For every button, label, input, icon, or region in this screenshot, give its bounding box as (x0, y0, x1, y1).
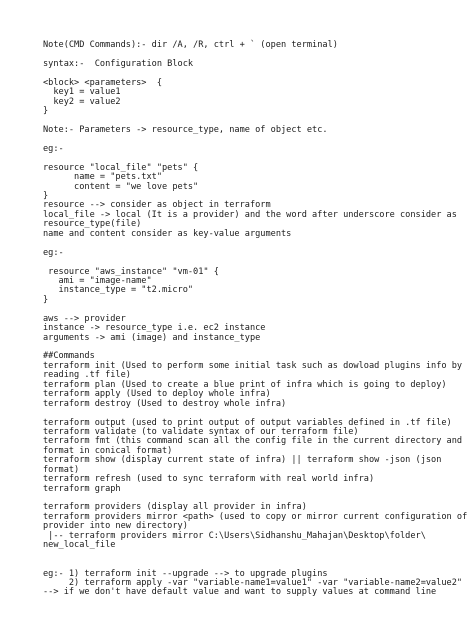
document-line: syntax:- Configuration Block (43, 58, 194, 69)
document-line (43, 135, 454, 144)
document-line: terraform apply (Used to deploy whole infra) (43, 389, 271, 400)
document-line: key2 = value2 (43, 96, 121, 107)
document-line: ami = "image-name" (43, 275, 152, 286)
document-line (43, 551, 454, 560)
document-line: eg:- (43, 143, 64, 154)
document-line: terraform refresh (used to sync terraform with real world infra) (43, 474, 375, 485)
document-line: instance_type = "t2.micro" (43, 285, 194, 296)
document-line: arguments -> ami (image) and instance_type (43, 332, 261, 343)
document-line: } (43, 191, 49, 201)
document-line: instance -> resource_type i.e. ec2 instance (43, 323, 266, 334)
document-line: 2) terraform apply -var "variable-name1=value1" -var "variable-name2=value2" (43, 577, 463, 588)
document-line (43, 239, 454, 248)
document-line: key1 = value1 (43, 87, 121, 98)
document-line: terraform providers mirror <path> (used to copy or mirror current configuration of (43, 511, 468, 522)
document-line: name and content consider as key-value arguments (43, 228, 292, 239)
document-line: terraform providers (display all provider in infra) (43, 502, 307, 513)
document-line: provider into new directory) (43, 521, 188, 532)
document-line: terraform plan (Used to create a blue print of infra which is going to deploy) (43, 379, 447, 390)
document-line: terraform fmt (this command scan all the config file in the current directory and (43, 436, 463, 447)
document-line: name = "pets.txt" (43, 172, 162, 183)
document-line: aws --> provider (43, 313, 126, 324)
document-line: terraform graph (43, 483, 121, 494)
document-line: Note:- Parameters -> resource_type, name of object etc. (43, 124, 328, 135)
document-line: |-- terraform providers mirror C:\Users\Sidhanshu_Mahajan\Desktop\folder\ (43, 530, 426, 541)
document-line: terraform validate (to validate syntax of our terraform file) (43, 426, 359, 437)
document-line: resource --> consider as object in terraform (43, 200, 271, 211)
document-line: terraform output (used to print output of output variables defined in .tf file) (43, 417, 452, 428)
document-text-body (43, 40, 468, 598)
document-line: <block> <parameters> { (43, 77, 162, 88)
document-line: resource "aws_instance" "vm-01" { (43, 266, 219, 277)
document-line: terraform show (display current state of infra) || terraform show -json (json (43, 455, 442, 466)
document-line: content = "we love pets" (43, 181, 199, 192)
document-line: resource_type(file) (43, 219, 142, 230)
document-line: resource "local_file" "pets" { (43, 162, 199, 173)
document-line (43, 343, 454, 352)
document-line: format in conical format) (43, 445, 173, 456)
document-line: terraform destroy (Used to destroy whole infra) (43, 398, 287, 409)
document-line: new_local_file (43, 540, 116, 551)
document-line: format) (43, 464, 80, 475)
document-line: ##Commands (43, 351, 95, 362)
document-line: } (43, 294, 49, 305)
document-line: Note(CMD Commands):- dir /A, /R, ctrl + ` (open terminal) (43, 40, 338, 50)
document-line: local_file -> local (It is a provider) and the word after underscore consider as (43, 209, 457, 220)
document-line: eg:- 1) terraform init --upgrade --> to upgrade plugins (43, 568, 328, 579)
document-line: reading .tf file) (43, 370, 131, 381)
document-line: } (43, 106, 49, 117)
document-line: terraform init (Used to perform some initial task such as dowload plugins info by (43, 360, 463, 371)
document-line: eg:- (43, 247, 64, 258)
document-line: --> if we don't have default value and want to supply values at command line (43, 587, 437, 598)
